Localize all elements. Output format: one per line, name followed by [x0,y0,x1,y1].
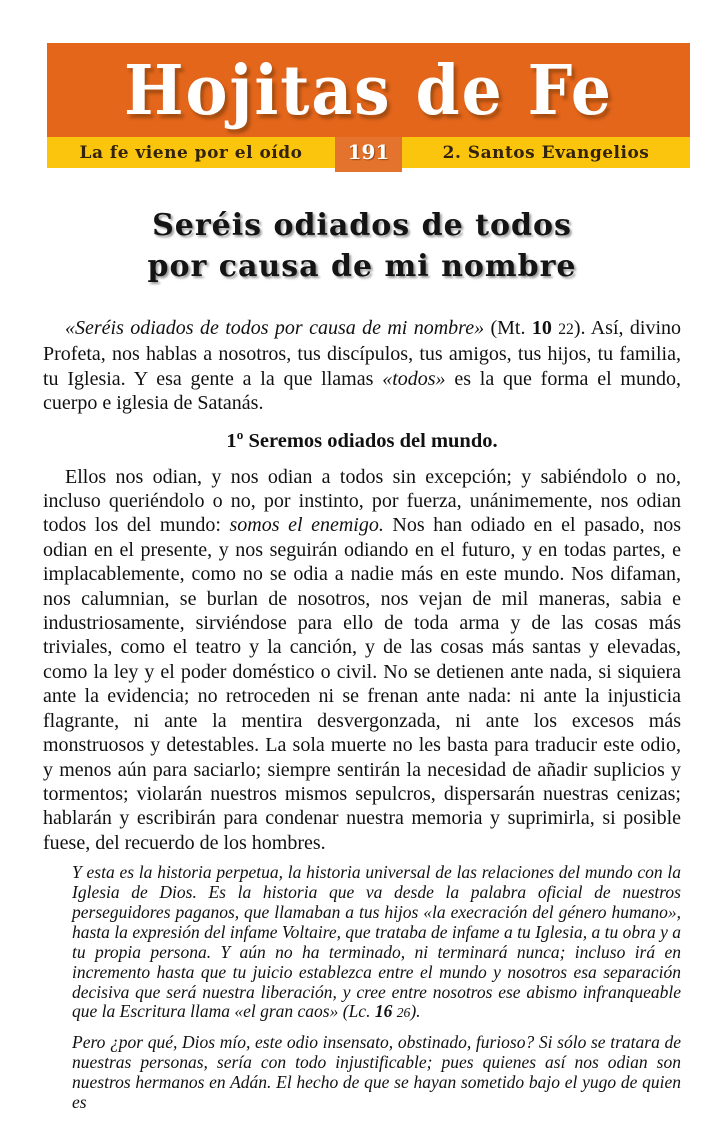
quote-block [72,863,681,1113]
quote-paragraph-1: Y esta es la historia perpetua, la historia universal de las relaciones del mundo con la Iglesia de Dios. Es la historia que va desde la palabra oficial de nuestros perseguidores paganos, que llamaban a tus hijos «la execración del género humano», hasta la expresión del infame Voltaire, que trataba de infame a tu Iglesia, a tu obra y a tu propia persona. Y aún no ha terminado, ni terminará nunca; incluso irá en incremento hasta que tu juicio establezca entre el mundo y nosotros esa separación decisiva que será nuestra liberación, y cree entre nosotros ese abismo infranqueable que la Escritura llama «el gran caos» (Lc. 16 26). [72,862,681,1022]
masthead-band [47,43,690,137]
article-body [43,316,681,1123]
body-paragraph: Ellos nos odian, y nos odian a todos sin excepción; y sabiéndolo o no, incluso queriéndolo o no, por instinto, por fuerza, unánimemente, nos odian todos los del mundo: somos el enemigo. Nos han odiado en el pasado, nos odian en el presente, y nos seguirán odiando en el futuro, y en todas partes, e implacablemente, como no se odia a nadie más en este mundo. Nos difaman, nos calumnian, se burlan de nosotros, nos vejan de mil maneras, sabia e industriosamente, sirviéndose para ello de toda arma y de las cosas más triviales, como el teatro y la canción, y de las cosas más santas y elevadas, como la ley y el poder doméstico o civil. No se detienen ante nada, si siquiera ante la evidencia; no retroceden ni se frenan ante nada: ni ante la injusticia flagrante, ni ante la mentira desvergonzada, ni ante los excesos más monstruosos y detestables. La sola muerte no les basta para traducir este odio, y menos aún para saciarlo; siempre sentirán la necesidad de añadir suplicios y tormentos; violarán nuestros mismos sepulcros, dispersarán nuestras cenizas; hablarán y escribirán para condenar nuestra memoria y suprimirla, si posible fuese, del recuerdo de los hombres. [43,465,682,854]
header-strip [47,137,690,168]
quote-paragraph-2: Pero ¿por qué, Dios mío, este odio insensato, obstinado, furioso? Si sólo se tratara de nuestras personas, sería con todo injustificable; pues quienes así nos odian son nuestros hermanos en Adán. El hecho de que se hayan sometido bajo el yugo de quien es [72,1032,681,1113]
article-title [0,205,724,287]
masthead-title: Hojitas de Fe [123,50,614,130]
article-title-line2: por causa de mi nombre [147,249,577,284]
section-heading: 1º Seremos odiados del mundo. [226,429,498,452]
masthead-header [47,43,690,168]
intro-paragraph: «Seréis odiados de todos por causa de mi nombre» (Mt. 10 22). Así, divino Profeta, nos hablas a nosotros, tus discípulos, tus amigos, tus hijos, tu familia, tu Iglesia. Y esa gente a la que llamas «todos» es la que forma el mundo, cuerpo e iglesia de Satanás. [43,317,682,415]
tagline-right: 2. Santos Evangelios [402,137,690,168]
tagline-left: La fe viene por el oído [47,137,335,168]
article-title-line1: Seréis odiados de todos [152,208,572,243]
issue-number-badge: 191 [335,137,402,172]
